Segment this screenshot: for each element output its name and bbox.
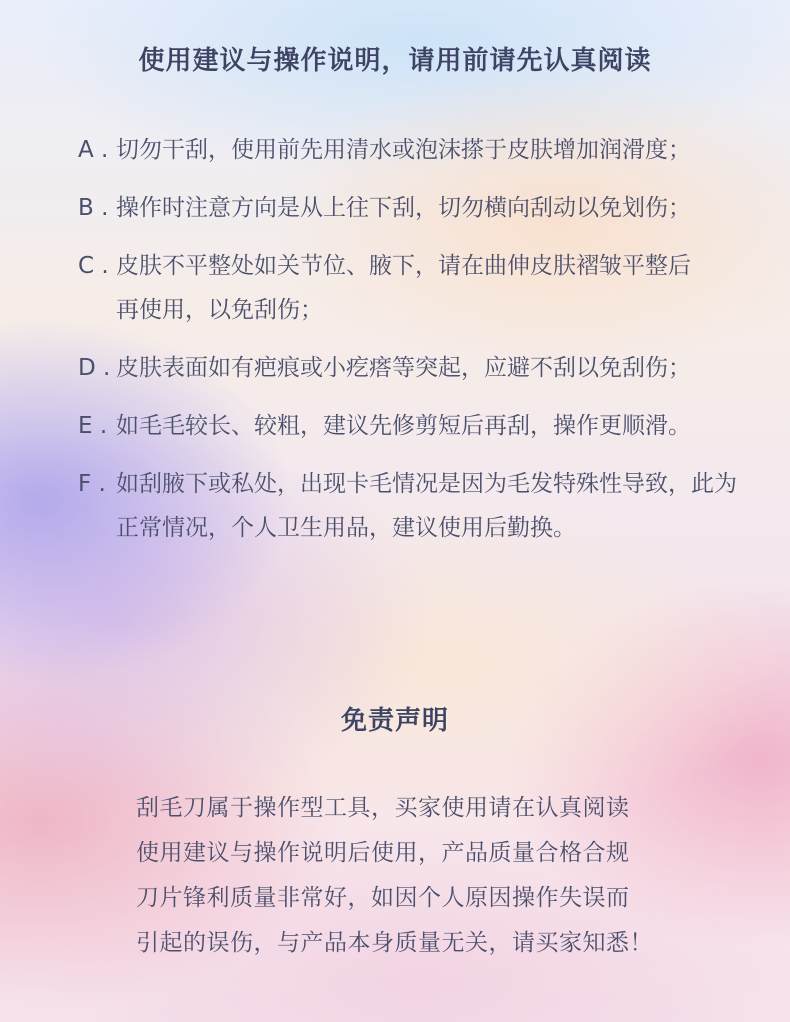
instruction-letter: F . [78, 471, 106, 497]
disclaimer-title: 免责声明 [340, 706, 449, 736]
disclaimer-line: 刮毛刀属于操作型工具，买家使用请在认真阅读 [136, 795, 630, 821]
instruction-letter: E . [78, 413, 108, 439]
disclaimer-line: 使用建议与操作说明后使用，产品质量合格合规 [136, 840, 630, 866]
instruction-item-e [78, 404, 758, 448]
instruction-text: 如刮腋下或私处，出现卡毛情况是因为毛发特殊性导致，此为正常情况，个人卫生用品，建议使用后勤换。 [116, 471, 737, 541]
instruction-text: 皮肤不平整处如关节位、腋下，请在曲伸皮肤褶皱平整后再使用，以免刮伤； [116, 253, 691, 323]
instruction-item-d [78, 346, 758, 390]
instruction-letter: A . [78, 137, 109, 163]
instruction-text: 如毛毛较长、较粗，建议先修剪短后再刮，操作更顺滑。 [116, 413, 691, 439]
instruction-item-b [78, 186, 758, 230]
disclaimer-body [136, 786, 696, 966]
instruction-letter: D . [78, 355, 111, 381]
disclaimer-line: 引起的误伤，与产品本身质量无关，请买家知悉！ [136, 930, 653, 956]
instruction-item-a [78, 128, 758, 172]
instructions-list [78, 128, 758, 564]
instructions-title: 使用建议与操作说明，请用前请先认真阅读 [138, 46, 652, 76]
instruction-letter: B . [78, 195, 109, 221]
instruction-text: 操作时注意方向是从上往下刮，切勿横向刮动以免划伤； [116, 195, 691, 221]
instruction-item-c [78, 244, 758, 332]
instruction-letter: C . [78, 253, 109, 279]
instruction-item-f [78, 462, 758, 550]
disclaimer-line: 刀片锋利质量非常好，如因个人原因操作失误而 [136, 885, 630, 911]
instruction-text: 切勿干刮，使用前先用清水或泡沫搽于皮肤增加润滑度； [116, 137, 691, 163]
instruction-text: 皮肤表面如有疤痕或小疙瘩等突起，应避不刮以免刮伤； [116, 355, 691, 381]
